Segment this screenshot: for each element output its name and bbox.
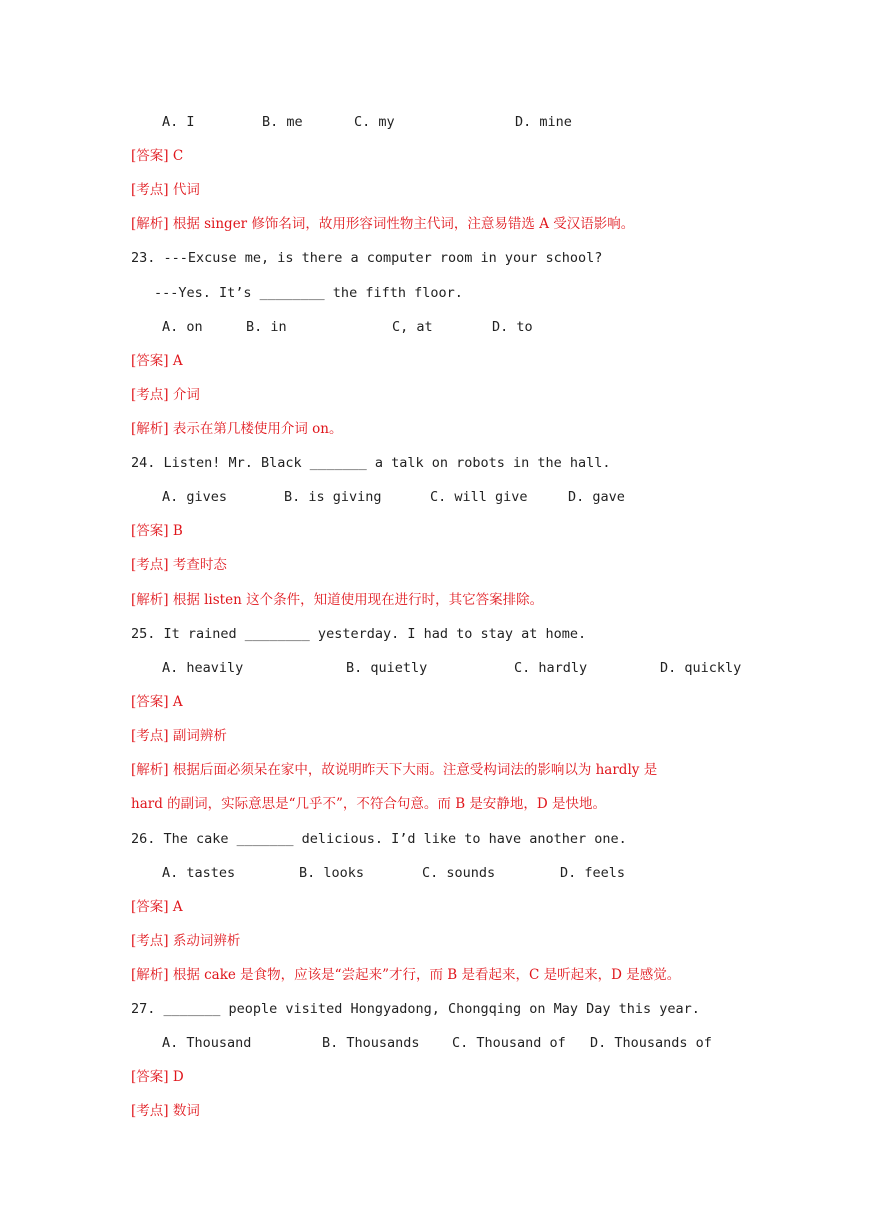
option-b: B. quietly bbox=[346, 660, 428, 676]
q25-answer: [答案] A bbox=[131, 694, 183, 710]
q26-analysis: [解析] 根据 cake 是食物，应该是“尝起来”才行，而 B 是看起来，C 是听起来，D 是感觉。 bbox=[131, 967, 681, 983]
option-c: C. sounds bbox=[422, 865, 496, 881]
option-d: D. quickly bbox=[660, 660, 742, 676]
option-b: B. is giving bbox=[284, 489, 382, 505]
q24-stem: 24. Listen! Mr. Black _______ a talk on robots in the hall. bbox=[131, 455, 611, 471]
option-c: C, at bbox=[392, 319, 433, 335]
q25-analysis-cont: hard 的副词，实际意思是“几乎不”，不符合句意。而 B 是安静地，D 是快地。 bbox=[131, 796, 607, 812]
option-d: D. feels bbox=[560, 865, 626, 881]
option-c: C. Thousand of bbox=[452, 1035, 566, 1051]
q25-point: [考点] 副词辨析 bbox=[131, 728, 227, 744]
q27-point: [考点] 数词 bbox=[131, 1103, 200, 1119]
option-a: A. I bbox=[162, 114, 195, 130]
q25-analysis: [解析] 根据后面必须呆在家中，故说明昨天下大雨。注意受构词法的影响以为 hardly 是 bbox=[131, 762, 658, 778]
q23-stem-reply: ---Yes. It’s ________ the fifth floor. bbox=[154, 285, 463, 301]
q22-analysis: [解析] 根据 singer 修饰名词，故用形容词性物主代词，注意易错选 A 受汉语影响。 bbox=[131, 216, 635, 232]
option-b: B. in bbox=[246, 319, 287, 335]
option-a: A. on bbox=[162, 319, 203, 335]
option-d: D. Thousands of bbox=[590, 1035, 712, 1051]
option-d: D. to bbox=[492, 319, 533, 335]
q26-answer: [答案] A bbox=[131, 899, 183, 915]
option-c: C. will give bbox=[430, 489, 528, 505]
q27-answer: [答案] D bbox=[131, 1069, 184, 1085]
option-b: B. me bbox=[262, 114, 303, 130]
q24-point: [考点] 考查时态 bbox=[131, 557, 227, 573]
q26-stem: 26. The cake _______ delicious. I’d like to have another one. bbox=[131, 831, 627, 847]
option-c: C. hardly bbox=[514, 660, 588, 676]
option-a: A. Thousand bbox=[162, 1035, 252, 1051]
q24-analysis: [解析] 根据 listen 这个条件，知道使用现在进行时，其它答案排除。 bbox=[131, 592, 544, 608]
q26-point: [考点] 系动词辨析 bbox=[131, 933, 241, 949]
q23-answer: [答案] A bbox=[131, 353, 183, 369]
option-d: D. mine bbox=[515, 114, 572, 130]
option-a: A. heavily bbox=[162, 660, 244, 676]
q24-answer: [答案] B bbox=[131, 523, 183, 539]
option-a: A. gives bbox=[162, 489, 228, 505]
q23-point: [考点] 介词 bbox=[131, 387, 200, 403]
option-b: B. looks bbox=[299, 865, 365, 881]
option-a: A. tastes bbox=[162, 865, 236, 881]
q23-analysis: [解析] 表示在第几楼使用介词 on。 bbox=[131, 421, 343, 437]
option-c: C. my bbox=[354, 114, 395, 130]
q25-stem: 25. It rained ________ yesterday. I had to stay at home. bbox=[131, 626, 587, 642]
q22-point: [考点] 代词 bbox=[131, 182, 200, 198]
q22-answer: [答案] C bbox=[131, 148, 184, 164]
q27-stem: 27. _______ people visited Hongyadong, Chongqing on May Day this year. bbox=[131, 1001, 700, 1017]
q23-stem: 23. ---Excuse me, is there a computer room in your school? bbox=[131, 250, 603, 266]
option-b: B. Thousands bbox=[322, 1035, 420, 1051]
option-d: D. gave bbox=[568, 489, 625, 505]
